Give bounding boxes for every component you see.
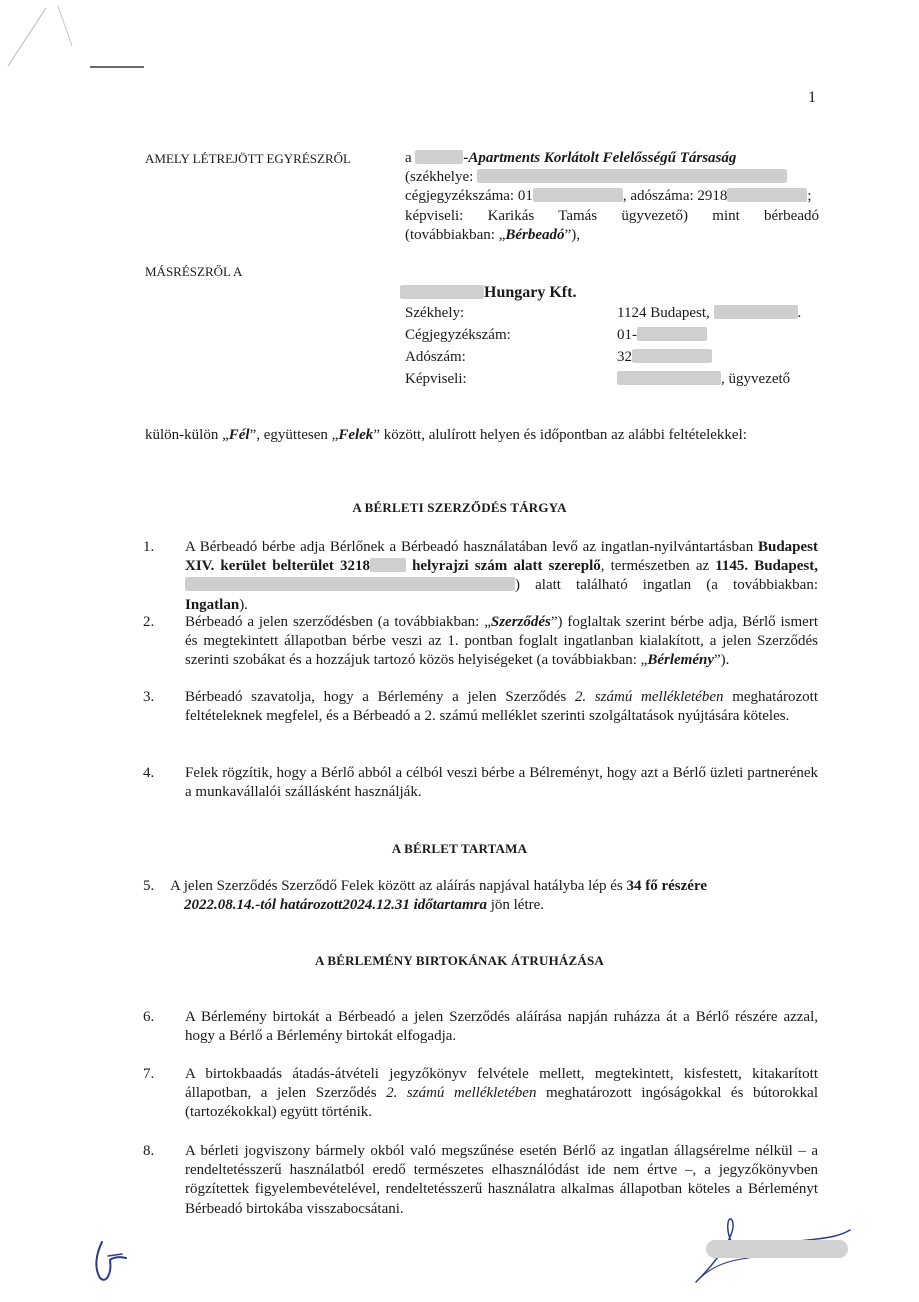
registration-key: Cégjegyzékszám:: [405, 327, 511, 343]
seat-value: 1124 Budapest, .: [617, 305, 802, 321]
redaction: [415, 150, 463, 164]
first-party-label: AMELY LÉTREJÖTT EGYRÉSZRŐL: [145, 151, 351, 166]
item-number: 8.: [143, 1143, 155, 1159]
redaction: [637, 327, 707, 341]
first-party-name: -Apartments Korlátolt Felelősségű Társaság: [463, 150, 737, 166]
representative-value: , ügyvezető: [617, 370, 790, 389]
tax-key: Adószám:: [405, 349, 466, 365]
item-text: A jelen Szerződés Szerződő Felek között az aláírás napjával hatályba lép és 34 fő részére 2022.08.14.-tól határozott2024.12.31 időtartamra jön létre.: [170, 878, 707, 914]
item-number: 3.: [143, 689, 155, 705]
section-heading: A BÉRLEMÉNY BIRTOKÁNAK ÁTRUHÁZÁSA: [315, 953, 604, 968]
item-text: A Bérbeadó bérbe adja Bérlőnek a Bérbeadó használatában levő az ingatlan-nyilvántartásban Budapest XIV. kerület belterület 3218 helyrajzi szám alatt szereplő, természetben az 1145. Budapest, ) alatt található ingatlan (a továbbiakban: Ingatlan).: [185, 539, 818, 613]
registration-value: 01-: [617, 326, 707, 345]
item-number: 7.: [143, 1066, 155, 1082]
redaction: [185, 577, 515, 591]
redaction: [370, 558, 406, 572]
parties-sentence: külön-külön „Fél”, együttesen „Felek” között, alulírott helyen és időpontban az alábbi feltételekkel:: [145, 427, 747, 443]
handwritten-initials: [88, 1238, 148, 1288]
redaction: [632, 349, 712, 363]
item-text: Bérbeadó a jelen szerződésben (a továbbiakban: „Szerződés”) foglaltak szerint bérbe adja, Bérlő ismert és megtekintett állapotban bérbe veszi az 1. pontban foglalt ingatlanban kialakított, a jelen Szerződés szerinti szobákat és a hozzájuk tartozó közös helyiségeket (a továbbiakban: „Bérlemény”).: [185, 614, 819, 669]
item-text: A bérleti jogviszony bármely okból való megszűnése esetén Bérlő az ingatlan állagsérelme nélkül – a rendeltetésszerű használatból eredő természetes elhasználódást ide nem értve –, a jegyzőkönyvben rögzítettek figyelembevételével, rendeltetésszerű használatra alkalmas állapotban köteles a Bérleményt Bérbeadó birtokába visszabocsátani.: [185, 1143, 818, 1217]
section-heading: A BÉRLET TARTAMA: [391, 841, 528, 856]
second-party-label: MÁSRÉSZRŐL A: [145, 264, 243, 279]
redaction: [400, 285, 484, 299]
item-number: 2.: [143, 614, 155, 630]
redaction: [477, 169, 787, 183]
item-text: Felek rögzítik, hogy a Bérlő abból a célból veszi bérbe a Bélreményt, hogy azt a Bérlő üzleti partnerének a munkavállalói szállásként használják.: [185, 765, 818, 801]
tax-value: 32: [617, 348, 712, 367]
item-text: A birtokbaadás átadás-átvételi jegyzőkönyv felvétele mellett, megtekintett, kisfestett, kitakarított állapotban, a jelen Szerződés 2. számú mellékletében meghatározott ingóságokkal és bútorokkal (tartozékokkal) együtt történik.: [185, 1066, 818, 1121]
second-party-name: Hungary Kft.: [484, 284, 577, 301]
item-text: Bérbeadó szavatolja, hogy a Bérlemény a jelen Szerződés 2. számú mellékletében meghatározott feltételeknek megfelel, és a Bérbeadó a 2. számú melléklet szerinti szolgáltatások nyújtására köteles.: [185, 689, 818, 725]
first-party-block: a -Apartments Korlátolt Felelősségű Társaság (székhelye: cégjegyzékszáma: 01 , adószáma: 2918 ; képviseli: Karikás Tamás ügyvezető) mint bérbeadó (továbbiakban: „Bérbeadó”),: [405, 149, 819, 245]
tax-label: adószáma: 2918: [630, 188, 728, 205]
alias-line: (továbbiakban: „Bérbeadó”),: [405, 226, 580, 243]
item-number: 5.: [143, 878, 155, 894]
item-number: 1.: [143, 539, 155, 555]
handwritten-signature: [688, 1212, 868, 1302]
redaction: [533, 188, 623, 202]
item-number: 6.: [143, 1009, 155, 1025]
seat-key: Székhely:: [405, 305, 465, 321]
page-number: 1: [808, 89, 816, 106]
redaction: [727, 188, 807, 202]
item-number: 4.: [143, 765, 155, 781]
redaction: [617, 371, 721, 385]
representative-line: képviseli: Karikás Tamás ügyvezető) mint bérbeadó: [405, 207, 819, 224]
item-text: A Bérlemény birtokát a Bérbeadó a jelen Szerződés aláírása napján ruházza át a Bérlő részére azzal, hogy a Bérlő a Bérlemény birtokát elfogadja.: [185, 1009, 818, 1045]
redaction: [714, 305, 798, 319]
representative-key: Képviseli:: [405, 371, 467, 387]
seat-label: (székhelye:: [405, 169, 474, 186]
second-party-name-line: [400, 283, 576, 303]
registration-label: cégjegyzékszáma: 01: [405, 188, 533, 205]
section-heading: A BÉRLETI SZERZŐDÉS TÁRGYA: [352, 500, 567, 515]
